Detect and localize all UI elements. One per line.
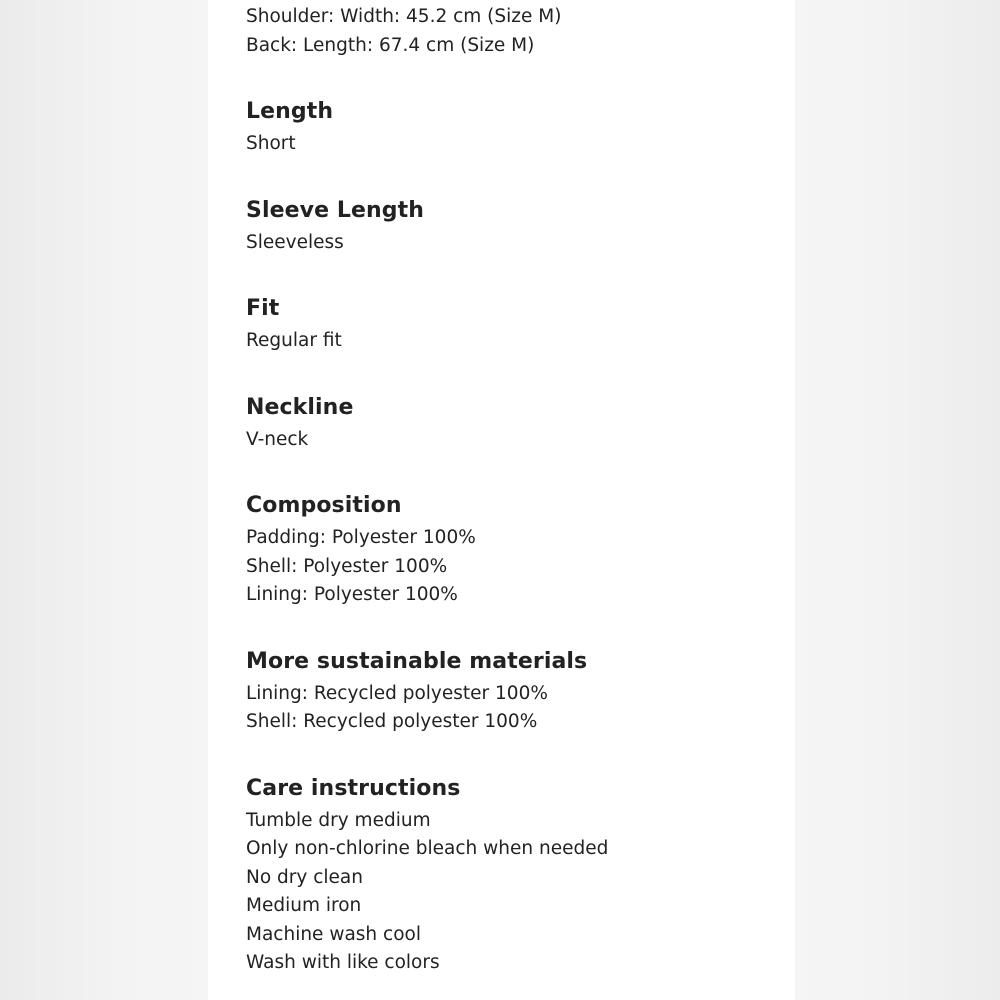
detail-section-sustainable-materials — [246, 648, 786, 737]
detail-line: Sleeveless — [246, 231, 344, 253]
section-heading: Length — [246, 99, 334, 124]
detail-line: V-neck — [246, 428, 309, 450]
detail-line: Padding: Polyester 100% — [246, 527, 476, 548]
detail-line: Regular fit — [246, 330, 342, 351]
detail-line: Short — [246, 133, 296, 154]
detail-section-length — [246, 98, 786, 159]
detail-line: Lining: Polyester 100% — [246, 584, 458, 605]
section-heading: Neckline — [246, 394, 354, 420]
detail-line: Wash with like colors — [246, 952, 440, 973]
detail-section-composition — [246, 492, 786, 610]
detail-section-care-instructions — [246, 775, 786, 978]
detail-section-neckline — [246, 394, 786, 455]
detail-line: Machine wash cool — [246, 923, 421, 945]
detail-section-size — [246, 0, 786, 60]
product-details-panel — [208, 0, 795, 1000]
detail-line: Shell: Polyester 100% — [246, 555, 448, 577]
detail-line: No dry clean — [246, 866, 363, 888]
section-heading: Composition — [246, 493, 402, 518]
detail-line: Medium iron — [246, 895, 362, 916]
product-details-list — [246, 0, 786, 1000]
detail-section-fit — [246, 295, 786, 356]
detail-line: Only non-chlorine bleach when needed — [246, 838, 609, 859]
detail-section-sleeve-length — [246, 197, 786, 258]
section-heading: Fit — [246, 296, 280, 321]
section-heading: More sustainable materials — [246, 648, 588, 674]
detail-line: Lining: Recycled polyester 100% — [246, 682, 548, 704]
section-heading: Sleeve Length — [246, 197, 424, 223]
detail-line: Tumble dry medium — [246, 809, 431, 831]
detail-line: Shoulder: Width: 45.2 cm (Size M) — [246, 6, 562, 27]
detail-line: Back: Length: 67.4 cm (Size M) — [246, 34, 535, 56]
section-heading: Care instructions — [246, 775, 461, 801]
detail-line: Shell: Recycled polyester 100% — [246, 711, 538, 732]
